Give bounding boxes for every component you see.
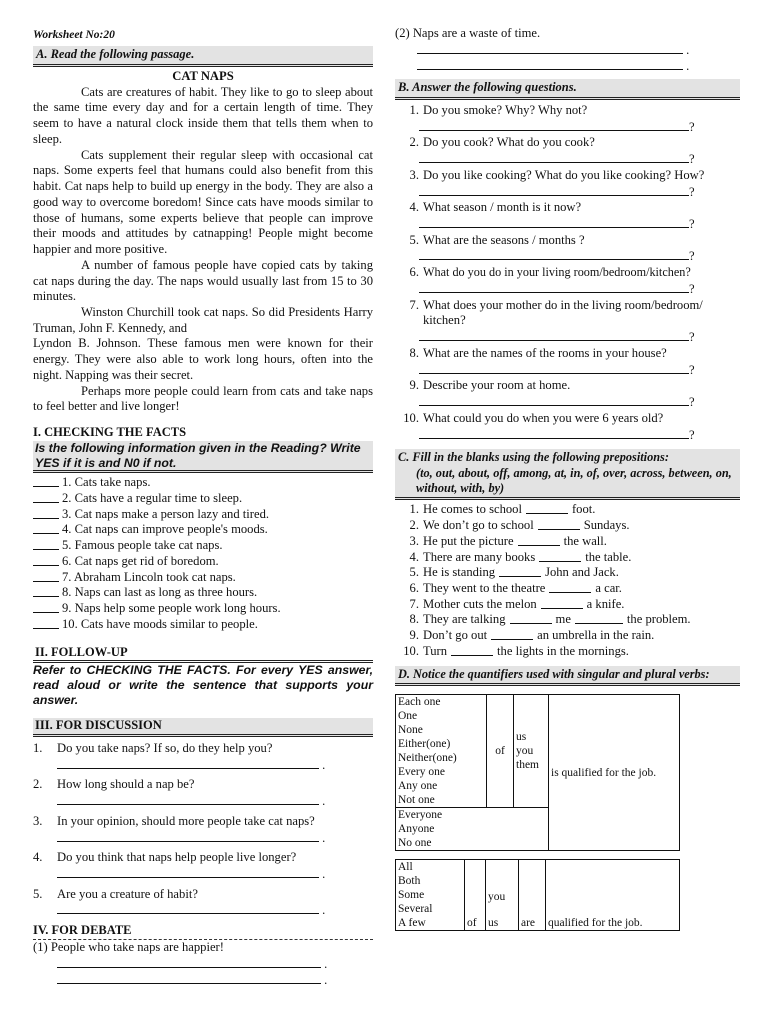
quantifier-table-singular bbox=[395, 694, 680, 851]
of-cell: of bbox=[465, 860, 486, 931]
quantifier-table-plural bbox=[395, 859, 680, 931]
debate-item: (2) Naps are a waste of time. bbox=[395, 26, 541, 40]
checking-title: I. CHECKING THE FACTS bbox=[33, 425, 187, 440]
list-item: 10. What could you do when you were 6 years old? ? bbox=[403, 410, 695, 442]
answer-blank[interactable] bbox=[549, 581, 591, 593]
discussion-list bbox=[33, 741, 373, 919]
list-item: 1. He comes to school foot. bbox=[409, 502, 596, 517]
answer-line[interactable] bbox=[57, 866, 319, 878]
answer-line[interactable] bbox=[419, 362, 689, 374]
list-item: 2. Do you cook? What do you cook? ? bbox=[409, 135, 695, 167]
answer-line[interactable] bbox=[419, 394, 689, 406]
answer-line[interactable] bbox=[57, 830, 319, 842]
list-item: 5. Famous people take cat naps. bbox=[33, 538, 373, 554]
list-item: 4. What season / month is it now? ? bbox=[409, 200, 695, 231]
answer-line[interactable] bbox=[57, 956, 321, 968]
list-item: 5. He is standing John and Jack. bbox=[409, 565, 619, 580]
answer-blank[interactable] bbox=[33, 507, 59, 519]
list-item: 1. Do you take naps? If so, do they help you? . bbox=[33, 740, 326, 772]
answer-line[interactable] bbox=[417, 58, 683, 70]
list-item: 10. Turn the lights in the mornings. bbox=[403, 643, 629, 658]
list-item: 4. Do you think that naps help people live longer? . bbox=[33, 850, 326, 882]
answer-blank[interactable] bbox=[518, 534, 560, 546]
list-item: 3. Do you like cooking? What do you like cooking? How? ? bbox=[409, 167, 705, 199]
list-item: 7. Abraham Lincoln took cat naps. bbox=[33, 570, 373, 586]
debate-title: IV. FOR DEBATE bbox=[33, 923, 373, 940]
answer-blank[interactable] bbox=[33, 538, 59, 550]
passage-paragraph: Cats supplement their regular sleep with occasional cat naps. Some experts feel that humans could also benefit from this habit. Cat naps help to build up energy in the body. They are also a good way to overcome boredom! Since cats have moods similar to those of humans, some experts believe that people can improve their moods and attitudes by catnapping! People might become happier and more positive. bbox=[33, 147, 373, 257]
answer-line[interactable] bbox=[419, 184, 689, 196]
debate-item: (1) People who take naps are happier! bbox=[33, 939, 224, 954]
answer-line[interactable] bbox=[419, 248, 689, 260]
answer-line[interactable] bbox=[57, 972, 321, 984]
list-item: 2. How long should a nap be? . bbox=[33, 777, 326, 809]
list-item: 9. Naps help some people work long hours. bbox=[33, 601, 373, 617]
pronoun-cell: you us bbox=[486, 860, 519, 931]
answer-line[interactable] bbox=[419, 329, 689, 341]
list-item: 4. There are many books the table. bbox=[409, 549, 632, 564]
section-a-header: A. Read the following passage. bbox=[33, 46, 373, 67]
followup-instruction: Refer to CHECKING THE FACTS. For every YES answer, read aloud or write the sentence that supports your answer. bbox=[33, 663, 373, 708]
passage-paragraph: Lyndon B. Johnson. These famous men were known for their energy. They were also able to work long hours, often into the night. Napping was their secret. bbox=[33, 336, 373, 382]
answer-blank[interactable] bbox=[33, 585, 59, 597]
answer-blank[interactable] bbox=[33, 475, 59, 487]
verb-cell: are bbox=[519, 860, 546, 931]
answer-line[interactable] bbox=[417, 42, 683, 54]
answer-line[interactable] bbox=[419, 427, 689, 439]
passage-paragraph: A number of famous people have copied cats by taking cat naps during the day. The naps would usually last from 15 to 30 minutes. bbox=[33, 257, 373, 304]
verb-cell: is qualified for the job. bbox=[549, 695, 680, 851]
checking-instruction: Is the following information given in the Reading? Write YES if it is and N0 if not. bbox=[33, 441, 373, 474]
passage-paragraph: Cats are creatures of habit. They like to go to sleep about the same time every day and for a certain length of time. They seem to have a natural clock inside them that tells them when to sleep. bbox=[33, 84, 373, 146]
passage-heading: CAT NAPS bbox=[172, 69, 234, 83]
list-item: 6. They went to the theatre a car. bbox=[409, 581, 622, 595]
section-c-list bbox=[395, 502, 740, 659]
left-column: Worksheet No:20 A. Read the following passage. CAT NAPS Cats are creatures of habit. They like to go to sleep about the same time every day and for a certain length of time. They seem to have a natural clock inside them that tells them when to sleep. Cats supplement their regular sleep with occasional cat naps. Some experts feel that humans could also benefit from this habit. Cat naps help to build up energy in the body. They are also a good way to overcome boredom! Since cats have moods similar to those of humans, some experts believe that people can improve their moods and attitudes by catnapping! People might become happier and more positive. A number of famous people have copied cats by taking cat naps during the day. The naps would usually last from 15 to 30 minutes. Winston Churchill took cat naps. So did Presidents Harry Truman, John F. Kennedy, and Lyndon B. Johnson. These famous men were known for their energy. They were also able to work long hours, often into the night. Napping was their secret. Perhaps more people could learn from cats and take naps to feel better and live longer! I. CHECKING THE FACTS Is the following information given in the Reading? Write YES if it is and N0 if not. 1. Cats take naps. 2. Cats have a regular time to sleep. 3. Cat naps make a person lazy and tired. 4. Cat naps can improve people's moods. 5. Famous people take cat naps. 6. Cat naps get rid of boredom. 7. Abraham Lincoln took cat naps. 8. Naps can last as long as three hours. 9. Naps help some people work long hours. 10. Cats have moods similar to people. II. FOLLOW-UP Refer to CHECKING THE FACTS. For every YES answer, read aloud or write the sentence that supports your answer. III. FOR DISCUSSION 1. Do you take naps? If so, do they help you? . 2. How long should a nap be? . 3. In your opinion, should more people take cat naps? . 4. Do you think that naps help people live longer? . 5. Are you a creature of habit? . IV. FOR DEBATE (1) People who take naps are happier! . . bbox=[33, 29, 373, 988]
quantifier-list: Each one One None Either(one) Neither(one) Every one Any one Not one bbox=[396, 695, 487, 808]
answer-blank[interactable] bbox=[33, 570, 59, 582]
answer-line[interactable] bbox=[419, 281, 689, 293]
list-item: 3. Cat naps make a person lazy and tired. bbox=[33, 507, 373, 523]
answer-blank[interactable] bbox=[33, 522, 59, 534]
answer-line[interactable] bbox=[57, 902, 319, 914]
pronoun-cell: us you them bbox=[514, 695, 549, 808]
answer-blank[interactable] bbox=[491, 628, 533, 640]
answer-blank[interactable] bbox=[451, 644, 493, 656]
list-item: 9. Describe your room at home. ? bbox=[409, 378, 695, 410]
list-item: 1. Cats take naps. bbox=[33, 475, 373, 491]
answer-blank[interactable] bbox=[33, 601, 59, 613]
list-item: 1. Do you smoke? Why? Why not? ? bbox=[409, 102, 695, 134]
list-item: 6. Cat naps get rid of boredom. bbox=[33, 554, 373, 570]
answer-blank[interactable] bbox=[33, 554, 59, 566]
section-d-header: D. Notice the quantifiers used with singular and plural verbs: bbox=[395, 666, 740, 686]
quantifier-list: All Both Some Several A few bbox=[396, 860, 465, 931]
list-item: 10. Cats have moods similar to people. bbox=[33, 617, 373, 633]
answer-blank[interactable] bbox=[541, 597, 583, 609]
right-column: (2) Naps are a waste of time. . . B. Answer the following questions. 1. Do you smoke? Why? Why not? ? 2. Do you cook? What do you cook? ? 3. Do you like cooking? What do you like cooking? How? ? 4. What season / month is it now? ? 5. What are the seasons / months ? ? 6. What do you do in your living room/bedroom/kitchen? ? 7. What does your mother do in the living room/bedroom/ kitchen? ? 8. What are the names of the rooms in your house? ? 9. Describe your room at home. ? 10. What could you do when you were 6 years old? ? C. Fill in the blanks using the following prepositions: (to, out, about, off, among, at, in, of, over, across, between, on, without, with, by) 1. He comes to school foot. 2. We don’t go to school Sundays. 3. He put the picture the wall. 4. There are many books the table. 5. He is standing John and Jack. 6. They went to the theatre a car. 7. Mother cuts the melon a knife. 8. They are talking me the problem. 9. Don’t go out an umbrella in the rain. 10. Turn the lights in the mornings. D. Notice the quantifiers used with singular and plural verbs: Each one One None Either(one) Neither(one) Every one Any one Not one of us you them is qualified for the job. Everyone Anyone No one All Both Some Several A few of you us are qualified for the job. bbox=[395, 0, 740, 931]
answer-blank[interactable] bbox=[575, 612, 623, 624]
list-item: 5. What are the seasons / months ? ? bbox=[409, 232, 695, 264]
worksheet-label: Worksheet No:20 bbox=[33, 29, 115, 41]
passage-paragraph: Perhaps more people could learn from cats and take naps to feel better and live longer! bbox=[33, 383, 373, 414]
of-cell: of bbox=[487, 695, 514, 808]
list-item: 8. What are the names of the rooms in your house? ? bbox=[409, 345, 695, 377]
answer-blank[interactable] bbox=[539, 550, 581, 562]
list-item: 9. Don’t go out an umbrella in the rain. bbox=[409, 628, 655, 643]
answer-line[interactable] bbox=[57, 793, 319, 805]
answer-blank[interactable] bbox=[538, 518, 580, 530]
passage-paragraph: Winston Churchill took cat naps. So did Presidents Harry Truman, John F. Kennedy, and bbox=[33, 305, 373, 335]
answer-blank[interactable] bbox=[510, 612, 552, 624]
answer-blank[interactable] bbox=[499, 565, 541, 577]
list-item: 5. Are you a creature of habit? . bbox=[33, 886, 326, 918]
list-item: 3. He put the picture the wall. bbox=[409, 533, 607, 548]
list-item: 2. Cats have a regular time to sleep. bbox=[33, 491, 373, 507]
checking-list bbox=[33, 475, 373, 632]
answer-line[interactable] bbox=[419, 216, 689, 228]
list-item: 6. What do you do in your living room/bedroom/kitchen? ? bbox=[409, 265, 695, 296]
discussion-title: III. FOR DISCUSSION bbox=[33, 718, 373, 737]
list-item: 3. In your opinion, should more people take cat naps? . bbox=[33, 813, 326, 845]
section-b-header: B. Answer the following questions. bbox=[395, 79, 740, 100]
answer-line[interactable] bbox=[57, 757, 319, 769]
answer-blank[interactable] bbox=[526, 502, 568, 514]
list-item: 7. What does your mother do in the living room/bedroom/ kitchen? ? bbox=[409, 297, 703, 345]
list-item: 8. Naps can last as long as three hours. bbox=[33, 585, 373, 601]
section-c-header: C. Fill in the blanks using the following prepositions: (to, out, about, off, among, at, in, of, over, across, between, on, without, with, by) bbox=[395, 449, 740, 500]
list-item: 7. Mother cuts the melon a knife. bbox=[409, 596, 625, 611]
rest-cell: qualified for the job. bbox=[546, 860, 680, 931]
list-item: 8. They are talking me the problem. bbox=[409, 612, 691, 627]
followup-title: II. FOLLOW-UP bbox=[33, 645, 373, 664]
quantifier-list: Everyone Anyone No one bbox=[396, 808, 549, 851]
answer-line[interactable] bbox=[419, 119, 689, 131]
answer-blank[interactable] bbox=[33, 491, 59, 503]
list-item: 2. We don’t go to school Sundays. bbox=[409, 518, 630, 533]
list-item: 4. Cat naps can improve people's moods. bbox=[33, 522, 373, 538]
answer-blank[interactable] bbox=[33, 617, 59, 629]
answer-line[interactable] bbox=[419, 151, 689, 163]
section-b-list bbox=[395, 103, 740, 443]
